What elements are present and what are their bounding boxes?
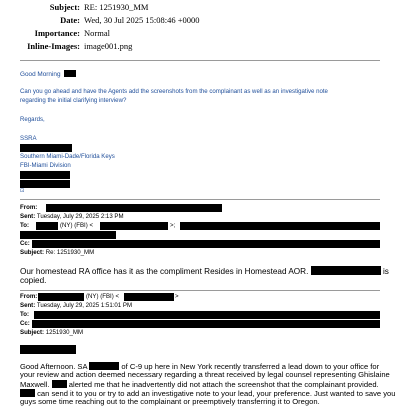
importance-label: Importance: [34,28,80,38]
redaction-message2-cc [32,240,380,248]
inline-images-value: image001.png [84,41,133,51]
redaction-message3-cc [32,320,380,328]
message3-from-label: From: [20,293,38,300]
message3-from-row [20,293,37,300]
message2-cc-row [20,240,30,247]
subject-label: Subject: [49,2,80,12]
message2-sent-value: Tuesday, July 29, 2025 2:13 PM [36,213,124,220]
message2-to-value: (NY) (FBI) < [60,222,94,229]
redaction-message3-from-2 [124,293,174,301]
redaction-signature-phone-2 [20,180,70,188]
greeting [20,69,76,78]
message2-subject-row [20,249,94,256]
signature-line1: Southern Miami-Dade/Florida Keys [20,153,115,160]
message2-to-label: To: [20,222,30,229]
signature-line2: FBI-Miami Division [20,162,71,169]
message1-body-line1: Can you go ahead and have the Agents add the screenshots from the complainant as well as an investigative note [20,88,328,95]
inline-images-label: Inline-Images: [27,41,80,51]
message3-body-line3-text: Maxwell. [20,380,50,389]
message1-closing: Regards, [20,116,45,123]
message1-body-line2: regarding the initial clarifying interview? [20,97,127,104]
message2-body-line1-tail: is [382,267,389,276]
message2-divider [20,290,380,291]
message1-divider [20,199,380,200]
message2-from-label: From: [20,204,38,211]
message2-from-row [20,204,37,211]
greeting-text: Good Morning [20,71,61,78]
redaction [52,380,67,388]
signature-title: SSRA [20,135,37,142]
redaction-signature-name [20,144,72,152]
message3-from-tail: > [175,293,179,300]
redaction-message2-to-3 [180,222,380,230]
redaction [64,70,76,77]
redaction-message3-salutation [20,345,76,354]
message3-body-line5: guys some time reaching out to the complainant or preemptively transferring it to Oregon. [20,397,320,406]
message3-sent-label: Sent: [20,302,36,309]
message3-sent-value: Tuesday, July 29, 2025 1:51:01 PM [36,302,133,309]
message3-subject-label: Subject: [20,329,45,336]
message2-sent-label: Sent: [20,213,36,220]
message3-to-row [20,311,29,318]
redaction-signature-phone-1 [20,171,70,179]
redaction [311,266,381,275]
message2-body-line1-text: Our homestead RA office has it as the compliment Resides in Homestead AOR. [20,267,309,276]
message2-subject-value: Re: 1251930_MM [45,249,95,256]
message2-body-line1 [20,265,389,276]
message3-body-line2: your review and action deemed necessary regarding a threat received by legal counsel representing Ghislaine [20,370,390,379]
redaction [20,389,35,397]
redaction-message2-to-2 [100,222,168,230]
message2-to-tail: >; [170,222,176,229]
redaction-message2-to-4 [20,231,116,239]
redaction-message2-from [46,204,222,212]
redaction-message3-from-1 [38,293,84,301]
signature-marker: ⊡ [20,188,25,194]
message3-body-line1-text: Good Afternoon. SA [20,362,88,371]
message2-sent-row [20,213,124,220]
message2-subject-label: Subject: [20,249,45,256]
message3-body-line4-text: can send it to you or try to add an investigative note to your lead, your preference. Just wanted to save you [37,389,396,398]
message3-subject-row [20,329,83,336]
importance-value: Normal [84,28,110,38]
message2-to-row [20,222,29,229]
redaction-message2-to-1 [36,222,58,230]
message3-body-line3-tail: alerted me that he inadvertently did not attach the screenshot that the complainant provided. [68,380,379,389]
message3-cc-row [20,320,30,327]
date-value: Wed, 30 Jul 2025 15:08:46 +0000 [84,15,200,25]
redaction-message3-to [34,311,380,319]
date-label: Date: [60,15,80,25]
redaction [89,362,119,370]
message3-to-label: To: [20,311,30,318]
message3-from-value: (NY) (FBI) < [86,293,120,300]
message2-body-line2: copied. [20,276,47,285]
message2-cc-label: Cc: [20,240,30,247]
message3-body-line1-tail: of C-9 up here in New York recently transferred a lead down to your office for [121,362,380,371]
message3-subject-value: 1251930_MM [45,329,84,336]
message3-cc-label: Cc: [20,320,30,327]
header-divider [20,60,380,61]
message3-sent-row [20,302,132,309]
subject-value: RE: 1251930_MM [84,2,149,12]
